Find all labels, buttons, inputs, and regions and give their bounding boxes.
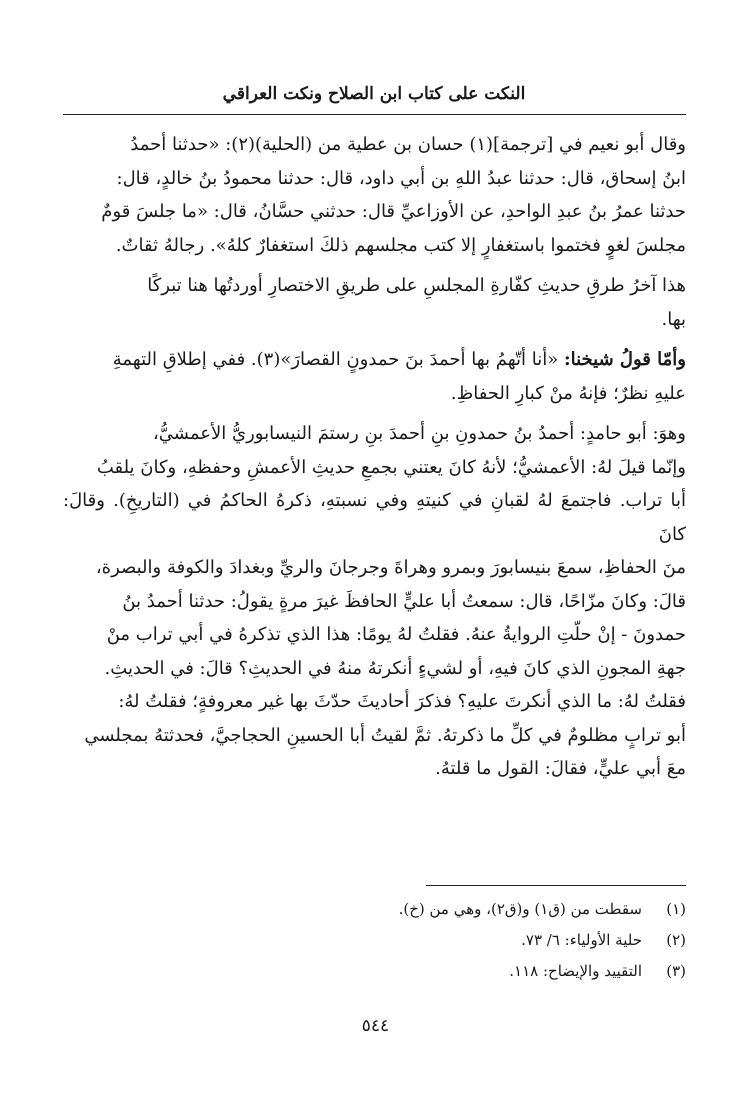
running-head: النكت على كتاب ابن الصلاح ونكت العراقي — [222, 84, 526, 104]
text-line: «أنا أتّهمُ بها أحمدَ بنَ حمدونٍ القصارَ»(٣). ففي إطلاقِ التهمةِ — [112, 349, 564, 370]
paragraph-1 — [63, 128, 686, 262]
paragraph-2 — [63, 269, 686, 336]
footnote-rule — [426, 885, 686, 886]
footnote-item — [300, 956, 686, 987]
text-line: معَ أبي عليٍّ، فقالَ: القول ما قلتهُ. — [435, 758, 686, 779]
text-line: وهوَ: أبو حامدٍ: أحمدُ بنُ حمدونِ بنِ أحمدَ بنِ رستمَ النيسابوريُّ الأعمشيُّ، — [152, 423, 686, 444]
text-line: أبو ترابٍ مظلومٌ في كلِّ ما ذكرتهُ. ثمَّ لقيتُ أبا الحسينِ الحجاجيَّ، فحدثتهُ بمجلسي — [84, 724, 686, 746]
text-line: مجلسَ لغوٍ فختموا باستغفارٍ إلا كتب مجلسهم ذلكَ استغفارٌ كلهُ». رجالهُ ثقاتٌ. — [115, 234, 686, 256]
footnote-text: سقطت من (ق١) و(ق٢)، وهي من (خ). — [398, 900, 642, 918]
main-text — [63, 128, 686, 793]
text-line: عليهِ نظرٌ؛ فإنهُ منْ كبارِ الحفاظِ. — [450, 382, 686, 404]
text-line: بها. — [661, 308, 686, 330]
text-line: منَ الحفاظِ، سمعَ بنيسابورَ وبمرو وهراةَ وجرجانَ والريِّ وبغدادَ والكوفة والبصرة، — [95, 557, 686, 578]
text-line: ابنُ إسحاق، قال: حدثنا عبدُ اللهِ بن أبي داود، قال: حدثنا محمودُ بنُ خالدٍ، قال: — [116, 167, 686, 189]
text-line: فقلتُ لهُ: ما الذي أنكرتَ عليهِ؟ فذكرَ أحاديثَ حدّثَ بها غير معروفةٍ؛ فقلتُ لهُ: — [118, 691, 686, 712]
footnote-text: حلية الأولياء: ٦/ ٧٣. — [521, 931, 642, 949]
footnote-number: (٢) — [666, 931, 686, 949]
footnote-item — [300, 925, 686, 956]
paragraph-4 — [63, 417, 686, 786]
header-rule — [63, 114, 686, 115]
footnote-number: (١) — [666, 900, 686, 918]
text-line: حدثنا عمرُ بنُ عبدِ الواحدِ، عن الأوزاعيِّ قال: حدثني حسَّانُ، قال: «ما جلسَ قومٌ — [101, 201, 686, 222]
page-number: ٥٤٤ — [361, 1016, 390, 1036]
text-line: وإنّما قيلَ لهُ: الأعمشيُّ؛ لأنهُ كانَ يعتني بجمعِ حديثِ الأعمشِ وحفظهِ، وكانَ يلقبُ — [96, 456, 686, 478]
text-line: حمدونَ - إنْ حلّتِ الروايةُ عنهُ. فقلتُ لهُ يومًا: هذا الذي تذكرهُ في أبي تراب منْ — [106, 624, 686, 645]
footnotes — [300, 894, 686, 987]
text-line: قالَ: وكانَ مزّاحًا، قال: سمعتُ أبا عليٍّ الحافظَ غيرَ مرةٍ يقولُ: حدثنا أحمدُ بنُ — [122, 590, 686, 612]
text-line: جهةِ المجونِ الذي كانَ فيهِ، أو لشيءٍ أنكرتهُ منهُ في الحديثِ؟ قالَ: في الحديثِ. — [104, 657, 686, 679]
text-line: وقال أبو نعيم في [ترجمة](١) حسان بن عطية من (الحلية)(٢): «حدثنا أحمدُ — [130, 134, 686, 155]
footnote-number: (٣) — [666, 962, 686, 980]
paragraph-lead: وأمّا قولُ شيخنا: — [563, 349, 686, 370]
text-line: أبا تراب. فاجتمعَ لهُ لقبانِ في كنيتهِ وفي نسبتهِ، ذكرهُ الحاكمُ في (التاريخِ). وقالَ: كانَ — [63, 490, 686, 545]
footnote-text: التقييد والإيضاح: ١١٨. — [509, 962, 642, 980]
text-line: هذا آخرُ طرقِ حديثِ كفّارةِ المجلسِ على طريقِ الاختصارِ أوردتُها هنا تبركًا — [147, 275, 686, 296]
paragraph-3 — [63, 343, 686, 410]
footnote-item — [300, 894, 686, 925]
